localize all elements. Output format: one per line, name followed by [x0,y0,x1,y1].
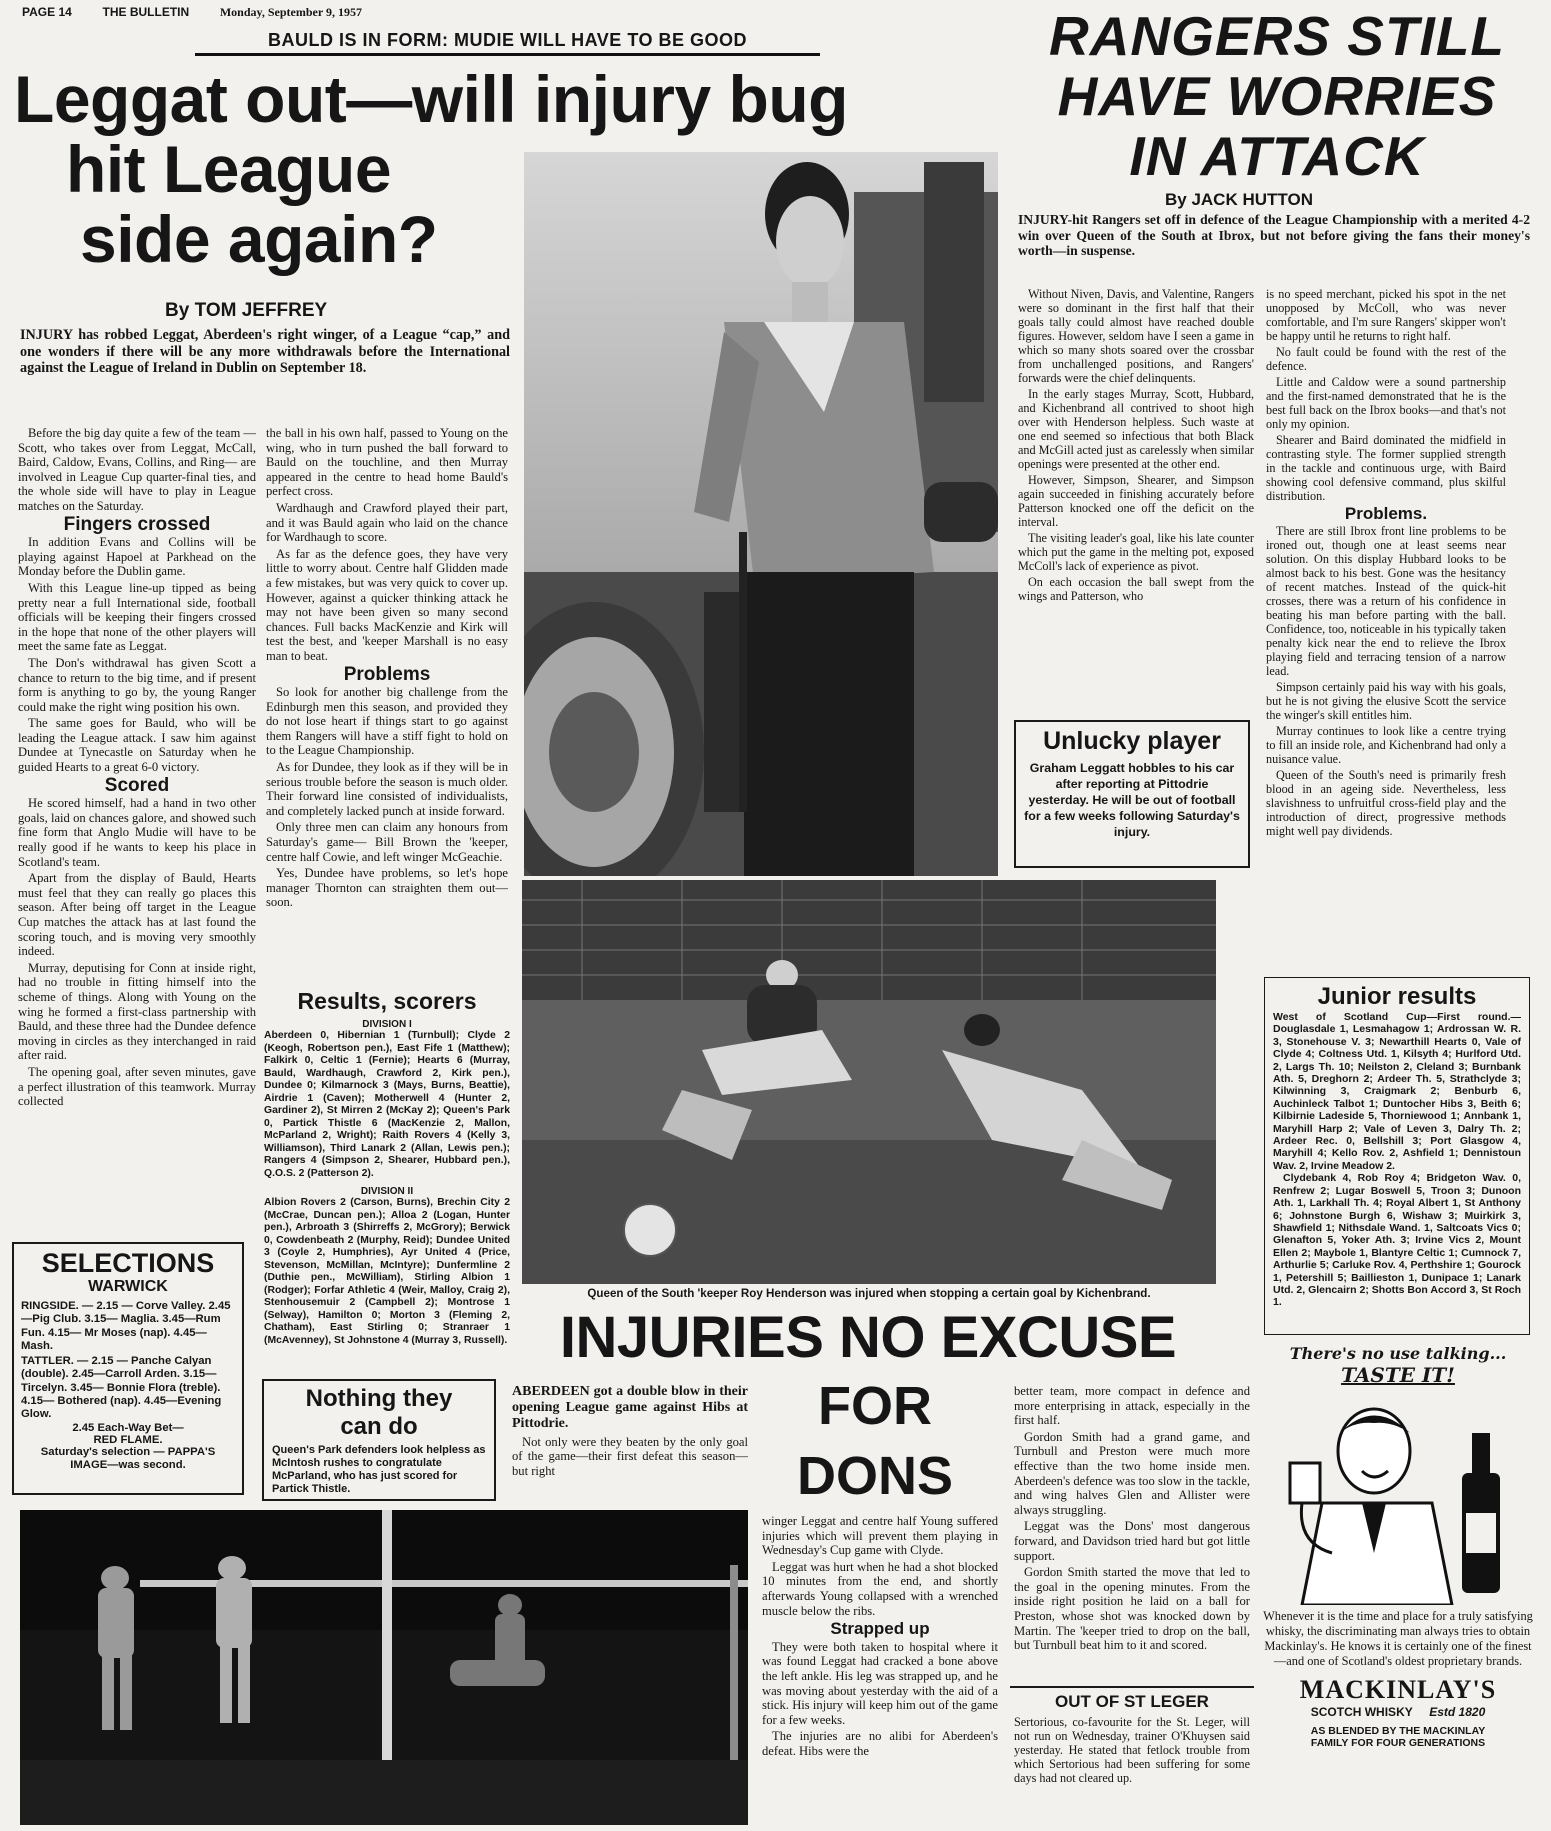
unlucky-title: Unlucky player [1043,727,1221,755]
article-paragraph: There are still Ibrox front line problems to be ironed out, though one at least seems near solution. On this display Hubbard looks to be almost back to his best. Gone was the hesitancy of recent matches. Instead of the quick-hit crosses, there was a return of his confidence in beating his man before parting with the ball. Confidence, too, noticeable in his typically taken penalty kick near the end to relieve the Ibrox playing field and terracing tension of a narrow lead. [1266,524,1506,678]
article-paragraph: Shearer and Baird dominated the midfield in contrasting style. The former supplied strength in the tackle and continuous urge, with Baird showing cool defensive command, plus skilful distribution. [1266,433,1506,503]
ad-established: Estd 1820 [1429,1705,1486,1719]
article-paragraph: better team, more compact in defence and more enterprising in attack, especially in the first half. [1014,1384,1250,1428]
each-way-horse: RED FLAME. [93,1433,163,1446]
results-title: Results, scorers [297,988,477,1014]
dons-headline-line3: DONS [796,1446,953,1506]
article-paragraph: So look for another big challenge from the Edinburgh men this season, and provided they do not lose heart if things start to go against them Rangers will have a stiff fight to hold on to the League Championship. [266,685,508,758]
article-paragraph: He scored himself, had a hand in two other goals, laid on chances galore, and showed such fine form that Anglo Mudie will have to be really good if he wants to keep his place in Scotland's team. [18,796,256,869]
rangers-lead [1018,212,1530,286]
division-2-label: DIVISION II [360,1186,414,1197]
subhead-fingers-crossed: Fingers crossed [63,513,211,535]
leggat-lead [20,327,510,421]
article-paragraph: winger Leggat and centre half Young suffered injuries which will prevent them playing in Wednesday's Cup game with Clyde. [762,1514,998,1558]
article-paragraph: As far as the defence goes, they have very little to worry about. Centre half Glidden made a few mistakes, but was very quick to cover up. However, against a quicker thinking attack he may not have been given so many second chances. Full backs MacKenzie and Kirk will test the best, and 'keeper Marshall is no easy man to beat. [266,546,508,663]
division-1-label: DIVISION I [362,1019,412,1030]
dons-headline-line1: INJURIES NO EXCUSE [559,1305,1177,1370]
division-1-results: Aberdeen 0, Hibernian 1 (Turnbull); Clyde 2 (Keogh, Robertson pen.), East Fife 1 (Matthew); Falkirk 0, Celtic 1 (Fernie); Hearts 6 (Murray, Bauld, Wardhaugh, Crawford 2, Kirk pen.), Dundee 0; Kilmarnock 3 (Mays, Burns, Beattie), Airdrie 1 (Caven); Motherwell 4 (Hunter 2, Gardiner 2), St Mirren 2 (McKay 2); Queen's Park 0, Partick Thistle 6 (MacKenzie 2, Mallon, McParland 2, Wright); Raith Rovers 4 (Kelly 3, Williamson), Third Lanark 2 (Allan, Lewis pen.); Rangers 4 (Simpson 2, Shearer, Hubbard pen.), Q.O.S. 2 (Patterson 2). [264,1030,510,1179]
ad-tagline-line1: There's no use talking... [1289,1344,1507,1363]
article-paragraph: the ball in his own half, passed to Young on the wing, who in turn pushed the ball forward to Bauld on the touchline, and then Murray appeared in the centre to head home Bauld's perfect cross. [266,426,508,499]
selections-venue: WARWICK [88,1278,168,1295]
mackinlay-advert [1262,1340,1534,1826]
rangers-headline-line2: HAVE WORRIES [1057,65,1497,127]
leggat-column-1 [18,426,256,1248]
st-leger-body: Sertorious, co-favourite for the St. Leger, will not run on Wednesday, trainer O'Khuysen said yesterday. He stated that fetlock trouble from which Sertorious had been suffering for some days had not cleared up. [1014,1715,1250,1785]
ad-product-line [1262,1705,1534,1719]
article-paragraph: Only three men can claim any honours from Saturday's game— Bill Brown the 'keeper, centre half Cowie, and left winger McGeachie. [266,820,508,864]
tattler-tips: TATTLER. — 2.15 — Panche Calyan (double). 2.45—Carroll Arden. 3.15—Tircelyn. 3.45— Bonnie Flora (treble). 4.15— Bothered (nap). 4.45—Evening Glow. [21,1355,222,1421]
nothing-caption: Queen's Park defenders look helpless as McIntosh rushes to congratulate McParland, who has just scored for Partick Thistle. [272,1444,486,1495]
subhead-rangers-problems: Problems. [1344,504,1428,523]
nothing-title-line1: Nothing they [305,1385,453,1412]
article-paragraph: On each occasion the ball swept from the wings and Patterson, who [1018,575,1254,603]
ad-body: Whenever it is the time and place for a truly satisfying whisky, the discriminating man always tries to obtain Mackinlay's. He knows it is certainly one of the finest—and one of Scotland's oldest proprietary brands. [1263,1609,1533,1668]
each-way-bet: 2.45 Each-Way Bet— [72,1421,184,1434]
article-paragraph: Queen of the South's need is primarily fresh blood in an ageing side. Nevertheless, less slavishness to unfruitful cross-field play and the introduction of direct, progressive methods might well pay dividends. [1266,768,1506,838]
article-paragraph: The same goes for Bauld, who will be leading the League attack. I saw him against Dundee at Tynecastle on Saturday when he guided Hearts to a great 6-0 victory. [18,716,256,775]
goalmouth-photo-graphic [522,880,1216,1284]
issue-date: Monday, September 9, 1957 [219,5,362,19]
dons-column-2 [762,1514,998,1826]
dons-lead: ABERDEEN got a double blow in their opening League game against Hibs at Pittodrie. [512,1384,748,1432]
goalmouth-photo [522,880,1216,1284]
article-paragraph: In addition Evans and Collins will be playing against Hapoel at Parkhead on the Monday before the Dublin game. [18,535,256,579]
junior-results-box [1264,977,1530,1335]
article-paragraph: Wardhaugh and Crawford played their part, and it was Bauld again who laid on the chance for Wardhaugh to score. [266,500,508,545]
leggat-headline-line1: Leggat out—will injury bug [14,62,848,136]
nothing-title-line2: can do [340,1413,418,1440]
ad-footer-line1: AS BLENDED BY THE MACKINLAY [1310,1725,1486,1737]
article-paragraph: Yes, Dundee have problems, so let's hope manager Thornton can straighten them out—soon. [266,866,508,910]
leggat-column-2 [266,426,508,992]
article-paragraph: However, Simpson, Shearer, and Simpson again succeeded in finishing accurately before Patterson knocked one off the deficit on the interval. [1018,473,1254,529]
rangers-headline [1012,6,1542,186]
article-paragraph: The injuries are no alibi for Aberdeen's defeat. Hibs were the [762,1729,998,1758]
unlucky-caption: Graham Leggatt hobbles to his car after reporting at Pittodrie yesterday. He will be out of football for a few weeks following Saturday's injury. [1024,761,1240,839]
article-paragraph: The Don's withdrawal has given Scott a chance to return to the big time, and if present form is anything to go by, the young Ranger could make the right wing position his own. [18,655,256,714]
leggat-lead-paragraph: INJURY has robbed Leggat, Aberdeen's right winger, of a League “cap,” and one wonders if there will be any more withdrawals before the International against the League of Ireland in Dublin on September 18. [20,327,510,377]
ringside-tips: RINGSIDE. — 2.15 — Corve Valley. 2.45—Pig Club. 3.15— Maglia. 3.45—Rum Fun. 4.15— Mr Moses (nap). 4.45—Mash. [21,1300,231,1352]
leggat-headline-line3: side again? [80,202,438,276]
rangers-byline: By JACK HUTTON [1165,190,1313,209]
page-number: PAGE 14 [22,5,72,19]
rangers-column-2 [1266,287,1506,971]
junior-results-body: West of Scotland Cup—First round.— Douglasdale 1, Lesmahagow 1; Ardrossan W. R. 3, Stonehouse V. 3; Newarthill Hearts 0, Vale of Clyde 4; Coltness Utd. 1, Kilsyth 4; Hurlford Utd. 2, Largs Th. 10; Neilston 2, Cleland 3; Burnbank Ath. 5, Dreghorn 2; Ardeer Th. 5, Strathclyde 3; Kilwinning 3, Craigmark 2; Benburb 6, Auchinleck Talbot 1; Duntocher Hibs 3, Beith 6; Kilbirnie Ladeside 5, Thorniewood 1; Annbank 1, Maryhill Harp 2; Vale of Leven 3, Dalry Th. 2; Ardeer Rec. 0, Bellshill 3; Port Glasgow 4, Maryhill 4; Kello Rov. 2, Ashfield 1; Dennistoun Wav. 2, Irvine Meadow 2. [1273,1011,1521,1172]
ad-footer-line2: FAMILY FOR FOUR GENERATIONS [1310,1737,1486,1749]
leggat-headline-line2: hit League [66,132,392,206]
division-2-results: Albion Rovers 2 (Carson, Burns), Brechin City 2 (McCrae, Duncan pen.); Alloa 2 (Logan, Hunter pen.), Arbroath 3 (Shirreffs 2, McGrory); Berwick 0, Cowdenbeath 2 (Murphy, Reid); Dundee United 3 (Coyle 2, Humphries), Ayr United 4 (Price, Stevenson, McMillan, McIntyre); Dunfermline 2 (Duthie pen., McWilliam), Stirling Albion 1 (Rodger); Forfar Athletic 4 (Weir, Malloy, Craig 2), Stenhousemuir 2 (Campbell 2); Montrose 1 (Selway), Hamilton 0; Morton 3 (Fleming 2, Chatham), East Stirling 0; Stranraer 1 (McAvenney), St Johnstone 4 (Murray 3, Russell). [264,1197,510,1346]
ad-illustration [1262,1393,1534,1605]
st-leger-title: OUT OF ST LEGER [1055,1692,1209,1711]
selections-title: SELECTIONS [41,1248,215,1278]
goalmouth-caption: Queen of the South 'keeper Roy Henderson was injured when stopping a certain goal by Kichenbrand. [587,1287,1151,1300]
unlucky-player-box [1014,720,1250,868]
article-paragraph: Apart from the display of Bauld, Hearts must feel that they can really go places this season. After being off target in the League Cup matches the attack has at last found the scoring touch, and is moving very smoothly indeed. [18,871,256,959]
article-paragraph: Leggat was the Dons' most dangerous forward, and Davidson tried hard but got little support. [1014,1519,1250,1563]
rangers-headline-line3: IN ATTACK [1129,125,1425,187]
article-paragraph: Murray, deputising for Conn at inside right, had no trouble in fitting himself into the scheme of things. Along with Young on the wing he formed a first-class partnership with Bauld, and these three had the Dundee defence moving in circles as they interchanged in raid after raid. [18,960,256,1063]
ad-brand: MACKINLAY'S [1299,1675,1497,1704]
leggat-car-photo [524,152,998,876]
night-match-photo [20,1510,748,1825]
article-paragraph: They were both taken to hospital where it was found Leggat had cracked a bone above the left ankle. His leg was strapped up, and he was moving about yesterday with the aid of a stick. His injury will keep him out of the game for a few weeks. [762,1639,998,1727]
article-paragraph: In the early stages Murray, Scott, Hubbard, and Kichenbrand all contrived to shoot high over with Henderson helpless. Such waste at one end seemed so infectious that both Black and McGill acted just as carelessly when similar openings were presented at the other end. [1018,387,1254,471]
rangers-lead-paragraph: INJURY-hit Rangers set off in defence of the League Championship with a merited 4-2 win over Queen of the South at Ibrox, but not before giving the fans their money's worth—in suspense. [1018,212,1530,259]
junior-results-body-2: Clydebank 4, Rob Roy 4; Bridgeton Wav. 0, Renfrew 2; Lugar Boswell 5, Troon 3; Dunoon Ath. 1, Larkhall Th. 4; Royal Albert 1, St Anthony 6; Johnstone Burgh 6, Wishaw 3; Muirkirk 3, Shawfield 1; Nithsdale Wand. 1, Saltcoats Vics 0; Glenafton 5, Yoker Ath. 3; Irvine Vics 2, Mount Ellen 2; Maybole 1, Blantyre Celtic 1; Cumnock 7, Arthurlie 5; Carluke Rov. 4, Perthshire 1; Gourock 1, Petershill 5; Baillieston 1, Dunipace 1; Lanark Utd. 2, Glencairn 2; Shotts Bon Accord 3, St Roch 1. [1273,1172,1521,1309]
kicker: BAULD IS IN FORM: MUDIE WILL HAVE TO BE GOOD [195,30,820,56]
article-paragraph: With this League line-up tipped as being pretty near a full International side, football officials will be keeping their fingers crossed in the hope that none of the other players will meet the same fate as Leggat. [18,580,256,654]
ad-illustration-graphic [1262,1393,1534,1605]
article-paragraph: Gordon Smith started the move that led to the goal in the opening minutes. From the inside right position he laid on a ball for Preston, whose shot was knocked down by Martin. The 'keeper tried to drop on the ball, but Turnbull beat him to it and scored. [1014,1565,1250,1653]
st-leger-box [1010,1686,1254,1828]
article-paragraph: The visiting leader's goal, like his late counter which put the game in the melting pot, exposed McColl's lack of experience as pivot. [1018,531,1254,573]
paper-name: THE BULLETIN [102,5,190,19]
subhead-problems: Problems [343,663,431,685]
selections-box [12,1242,244,1495]
subhead-strapped-up: Strapped up [830,1619,930,1639]
subhead-scored: Scored [104,774,170,796]
article-paragraph: Not only were they beaten by the only goal of the game—their first defeat this season—but right [512,1434,748,1478]
rangers-headline-line1: RANGERS STILL [1048,5,1506,67]
article-paragraph: Gordon Smith had a grand game, and Turnbull and Preston were much more effective than the two home inside men. Aberdeen's defence was too slow in the tackle, and wing halves Glen and Allister were always struggling. [1014,1429,1250,1517]
article-paragraph: Leggat was hurt when he had a shot blocked 10 minutes from the end, and shortly afterwards Young collapsed with a wrenched muscle below the ribs. [762,1559,998,1618]
leggat-byline: By TOM JEFFREY [165,300,328,321]
article-paragraph: Without Niven, Davis, and Valentine, Rangers were so dominant in the first half that their goals tally could almost have reached double figures. However, seldom have I seen a game in which so many shots soared over the crossbar from unchallenged positions, and Rangers' forwards were the chief delinquents. [1018,287,1254,385]
ad-tagline-line2: TASTE IT! [1341,1363,1455,1387]
night-match-photo-graphic [20,1510,748,1825]
article-paragraph: No fault could be found with the rest of the defence. [1266,345,1506,373]
dons-column-1 [512,1384,748,1504]
article-paragraph: Before the big day quite a few of the team — Scott, who takes over from Leggat, McCall, Baird, Caldow, Evans, Collins, and Ring— are involved in League Cup quarter-final ties, and the whole side will have to play in League matches on the Saturday. [18,426,256,513]
dons-headline-line2: FOR [818,1376,932,1436]
article-paragraph: is no speed merchant, picked his spot in the net unopposed by McColl, who was never comfortable, and I'm sure Rangers' skipper won't be happy until he returns to right half. [1266,287,1506,343]
article-paragraph: Simpson certainly paid his way with his goals, but he is not giving the elusive Scott the service the winger's skill entitles him. [1266,680,1506,722]
article-paragraph: Little and Caldow were a sound partnership and the first-named demonstrated that he is the best full back on the Ibrox books—and that's not only my opinion. [1266,375,1506,431]
rangers-column-1 [1018,287,1254,711]
article-paragraph: As for Dundee, they look as if they will be in serious trouble before the season is much older. Their forward line consisted of individualists, and completely lacked punch at inside forward. [266,760,508,818]
ad-product: SCOTCH WHISKY [1310,1705,1413,1719]
saturday-selection: Saturday's selection — PAPPA'S IMAGE—was second. [40,1445,216,1471]
masthead [22,5,462,23]
junior-results-title: Junior results [1317,983,1477,1010]
nothing-they-can-do-box [262,1379,496,1501]
dons-column-3 [1014,1384,1250,1682]
article-paragraph: Murray continues to look like a centre trying to fill an inside role, and Kichenbrand had only a nuisance value. [1266,724,1506,766]
leggat-car-photo-graphic [524,152,998,876]
article-paragraph: The opening goal, after seven minutes, gave a perfect illustration of this teamwork. Murray collected [18,1064,256,1109]
